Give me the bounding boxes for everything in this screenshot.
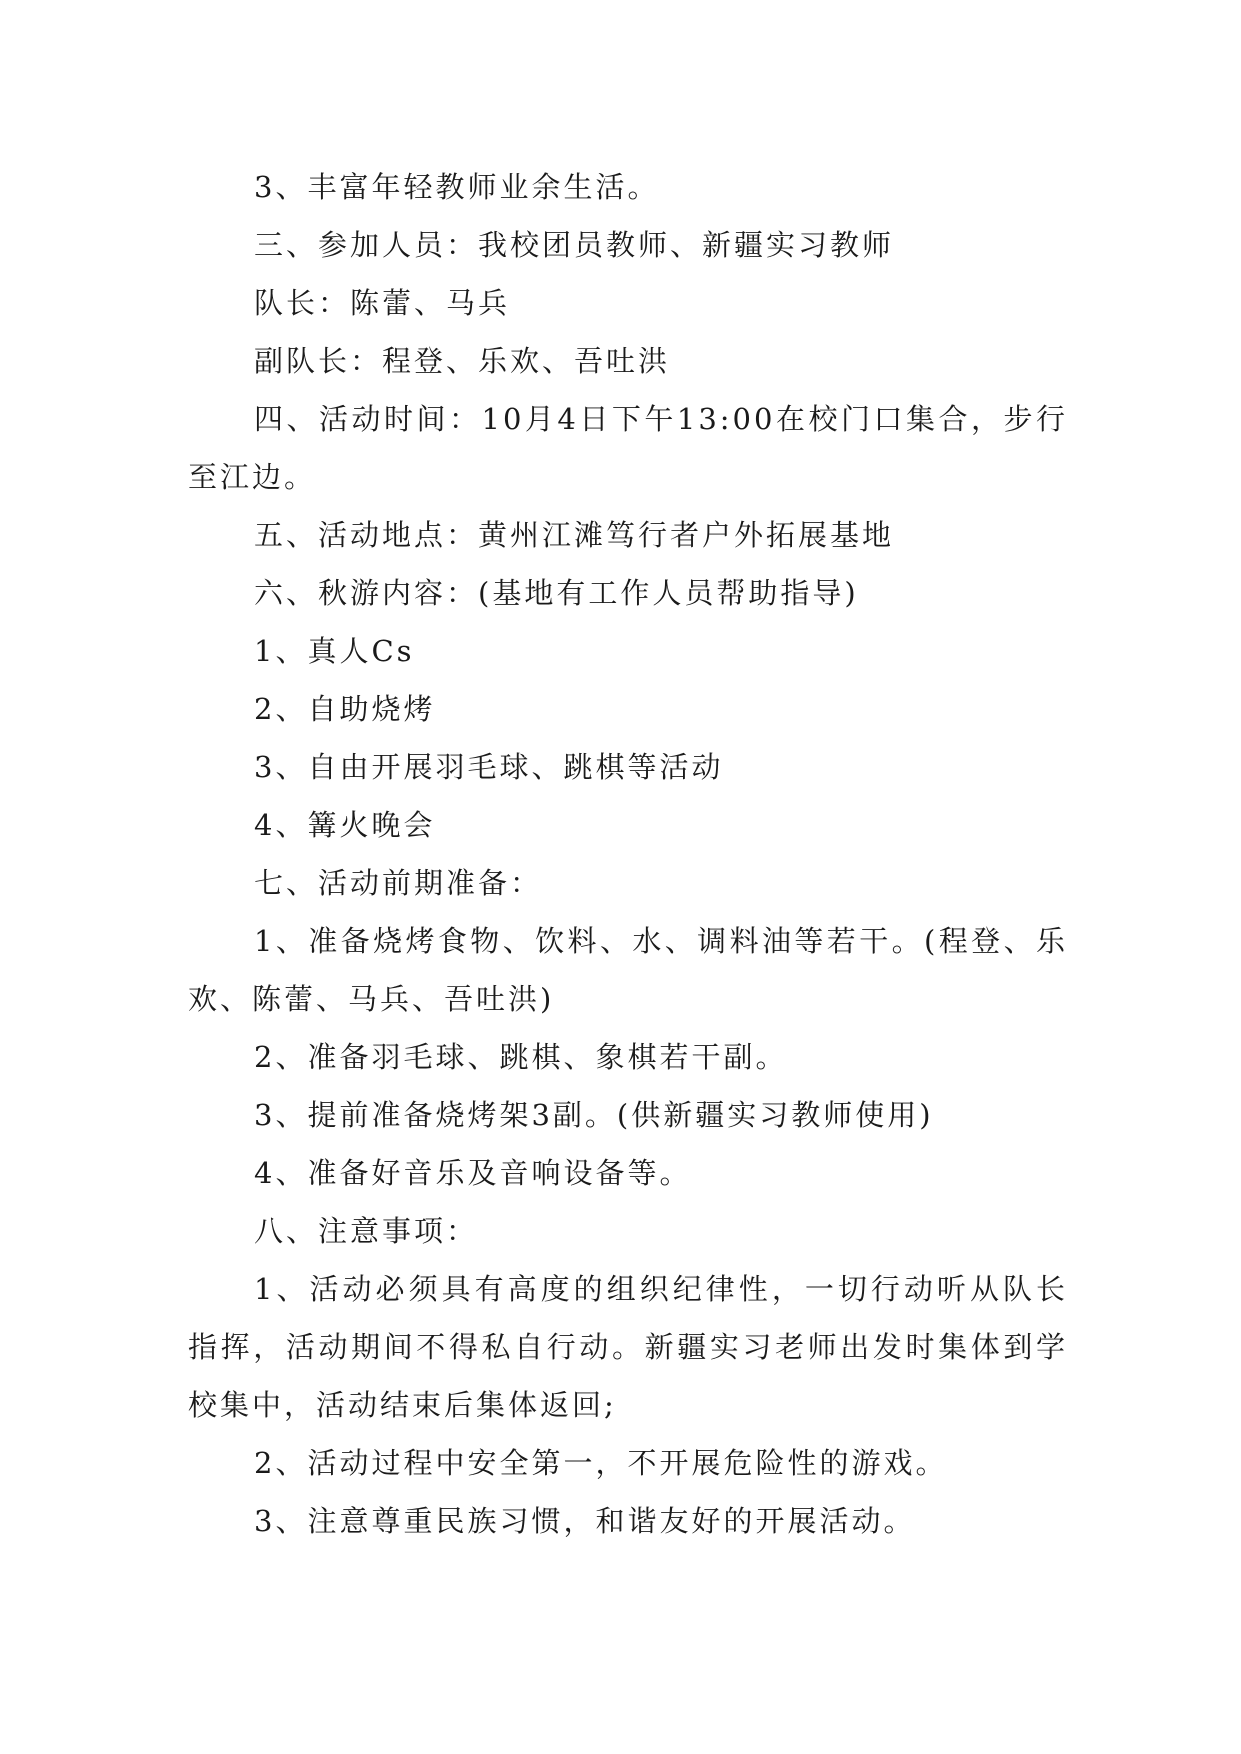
- list-item-content-2: 2、自助烧烤: [254, 692, 436, 726]
- paragraph-team-leader: 队长：陈蕾、马兵: [254, 286, 511, 320]
- list-item-prep-3: 3、提前准备烧烤架3副。(供新疆实习教师使用): [254, 1098, 934, 1132]
- paragraph-vice-leader: 副队长：程登、乐欢、吾吐洪: [254, 344, 671, 378]
- paragraph-outing-content: 六、秋游内容：(基地有工作人员帮助指导): [254, 576, 859, 610]
- list-item-prep-1: 1、准备烧烤食物、饮料、水、调料油等若干。(程登、乐欢、陈蕾、马兵、吾吐洪): [188, 924, 1068, 1016]
- list-item-note-3: 3、注意尊重民族习惯，和谐友好的开展活动。: [254, 1504, 916, 1538]
- list-item-note-1: 1、活动必须具有高度的组织纪律性，一切行动听从队长指挥，活动期间不得私自行动。新疆实习老师出发时集体到学校集中，活动结束后集体返回;: [188, 1272, 1068, 1422]
- paragraph-participants: 三、参加人员：我校团员教师、新疆实习教师: [254, 228, 895, 262]
- document-body: [188, 158, 1068, 1550]
- list-item-note-2: 2、活动过程中安全第一，不开展危险性的游戏。: [254, 1446, 948, 1480]
- list-item-content-3: 3、自由开展羽毛球、跳棋等活动: [254, 750, 724, 784]
- paragraph-activity-time: 四、活动时间：10月4日下午13:00在校门口集合，步行至江边。: [188, 402, 1068, 494]
- list-item-content-1: 1、真人Cs: [254, 634, 415, 668]
- list-item-content-4: 4、篝火晚会: [254, 808, 436, 842]
- paragraph-notes: 八、注意事项：: [254, 1214, 479, 1248]
- paragraph-preparation: 七、活动前期准备：: [254, 866, 543, 900]
- list-item-prep-2: 2、准备羽毛球、跳棋、象棋若干副。: [254, 1040, 788, 1074]
- list-item-prep-4: 4、准备好音乐及音响设备等。: [254, 1156, 692, 1190]
- paragraph-activity-location: 五、活动地点：黄州江滩笃行者户外拓展基地: [254, 518, 895, 552]
- paragraph-goal-3: 3、丰富年轻教师业余生活。: [254, 170, 660, 204]
